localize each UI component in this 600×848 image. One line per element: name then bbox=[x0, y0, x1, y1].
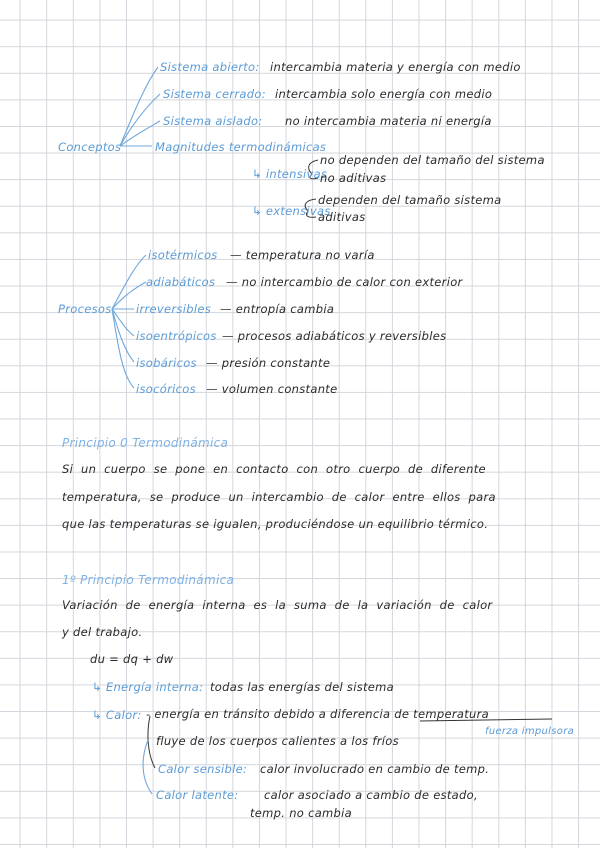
concepto-term: Magnitudes termodinámicas bbox=[155, 140, 327, 154]
concepto-term: Sistema abierto: bbox=[160, 60, 260, 74]
proceso-term: irreversibles bbox=[136, 302, 211, 316]
concepto-term: Sistema aislado: bbox=[163, 114, 263, 128]
proceso-term: adiabáticos bbox=[146, 275, 216, 289]
principio0-line: que las temperaturas se igualen, produciéndose un equilibrio térmico. bbox=[62, 517, 489, 531]
calor-note: fuerza impulsora bbox=[485, 726, 575, 737]
proceso-term: isobáricos bbox=[136, 356, 197, 370]
calor-sensible-term: Calor sensible: bbox=[158, 762, 248, 776]
energia-interna-desc: todas las energías del sistema bbox=[210, 680, 395, 694]
procesos-label: Procesos bbox=[58, 302, 112, 316]
principio1-title: 1º Principio Termodinámica bbox=[62, 573, 235, 587]
energia-interna-term: ↳ Energía interna: bbox=[92, 680, 204, 694]
intensivas-line: no dependen del tamaño del sistema bbox=[320, 153, 545, 167]
proceso-desc: — temperatura no varía bbox=[230, 248, 375, 262]
proceso-term: isotérmicos bbox=[148, 248, 218, 262]
principio1-line: Variación de energía interna es la suma de la variación de calor bbox=[62, 598, 493, 612]
calor-sensible-desc: calor involucrado en cambio de temp. bbox=[260, 762, 490, 776]
calor-desc: - energía en tránsito debido a diferencia de temperatura bbox=[146, 707, 489, 721]
concepto-desc: intercambia solo energía con medio bbox=[275, 87, 493, 101]
calor-latente-term: Calor latente: bbox=[156, 788, 239, 802]
principio0-line: temperatura, se produce un intercambio de calor entre ellos para bbox=[62, 490, 496, 504]
calor-fluye: fluye de los cuerpos calientes a los fríos bbox=[156, 734, 399, 748]
concepto-desc: no intercambia materia ni energía bbox=[285, 114, 492, 128]
extensivas-line: aditivas bbox=[318, 210, 366, 224]
calor-term: ↳ Calor: bbox=[92, 708, 142, 722]
concepto-term: Sistema cerrado: bbox=[163, 87, 266, 101]
calor-latente-line2: temp. no cambia bbox=[250, 806, 352, 820]
concepto-desc: intercambia materia y energía con medio bbox=[270, 60, 521, 74]
intensivas-label: ↳ intensivas bbox=[252, 167, 328, 181]
principio1-formula: du = dq + dw bbox=[90, 652, 174, 666]
calor-latente-desc: calor asociado a cambio de estado, bbox=[264, 788, 478, 802]
proceso-desc: — procesos adiabáticos y reversibles bbox=[222, 329, 447, 343]
proceso-desc: — no intercambio de calor con exterior bbox=[226, 275, 463, 289]
principio0-title: Principio 0 Termodinámica bbox=[62, 436, 229, 450]
proceso-term: isocóricos bbox=[136, 382, 196, 396]
principio1-line: y del trabajo. bbox=[62, 625, 143, 639]
proceso-desc: — volumen constante bbox=[206, 382, 338, 396]
principio0-line: Si un cuerpo se pone en contacto con otro cuerpo de diferente bbox=[62, 462, 486, 476]
extensivas-line: dependen del tamaño sistema bbox=[318, 193, 502, 207]
extensivas-label: ↳ extensivas bbox=[252, 204, 331, 218]
proceso-desc: — presión constante bbox=[206, 356, 331, 370]
intensivas-line: no aditivas bbox=[320, 171, 387, 185]
conceptos-label: Conceptos bbox=[58, 140, 122, 154]
proceso-term: isoentrópicos bbox=[136, 329, 217, 343]
proceso-desc: — entropía cambia bbox=[220, 302, 335, 316]
